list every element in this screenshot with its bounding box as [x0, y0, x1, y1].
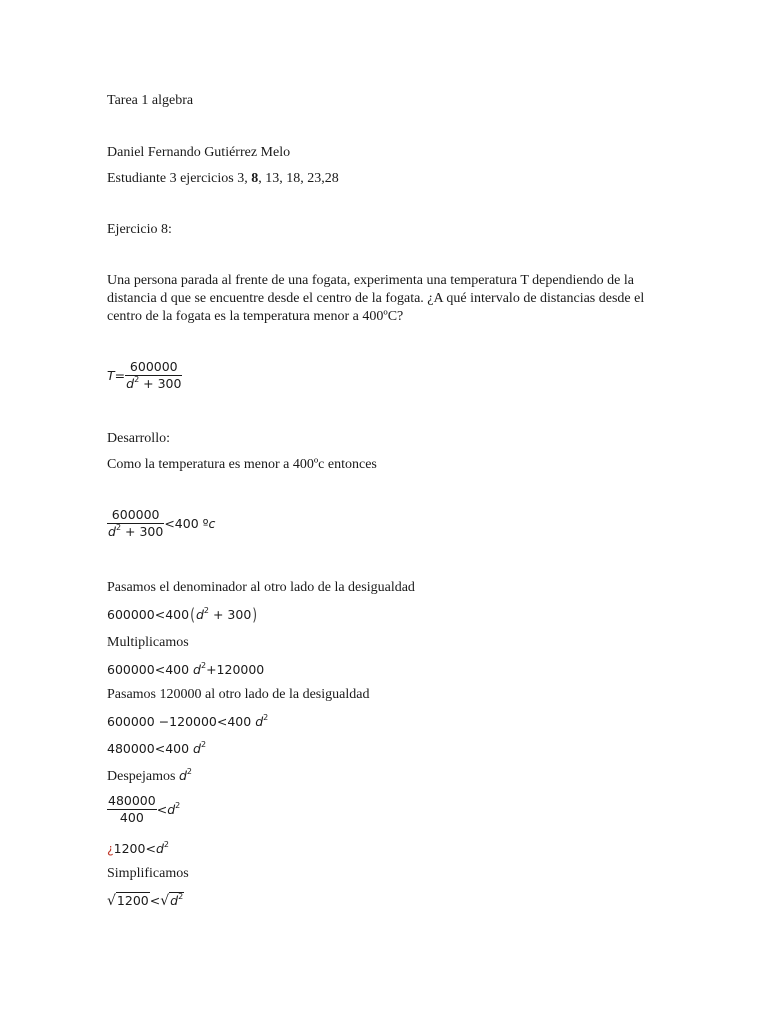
formula-lhs: T — [107, 367, 115, 383]
ineq1-den-var: d — [108, 524, 116, 539]
step2-math — [107, 661, 264, 679]
step4-exp: 2 — [200, 740, 207, 749]
student-line-prefix: Estudiante 3 ejercicios 3, — [107, 171, 252, 186]
formula-den-var: d — [126, 376, 135, 391]
step3-left: 600000 −120000<400 — [107, 714, 256, 729]
step1-var: d — [195, 607, 204, 622]
step5-text-line — [107, 767, 192, 786]
step2-left: 600000<400 — [107, 662, 194, 677]
sqrt-symbol-icon: √ — [107, 893, 116, 909]
step6-exp: 2 — [163, 840, 169, 849]
step1-left: 600000<400 — [107, 607, 190, 622]
formula-fraction — [125, 359, 182, 392]
step6-var: d — [155, 841, 164, 856]
step5-text: Despejamos — [107, 769, 179, 784]
step2-rest: +120000 — [206, 662, 265, 677]
step6-left: 1200< — [113, 841, 156, 856]
formula-numerator: 600000 — [125, 359, 182, 376]
author-name: Daniel Fernando Gutiérrez Melo — [107, 145, 291, 160]
step5-exp: 2 — [186, 767, 192, 776]
formula-den-exp: 2 — [134, 375, 140, 384]
step5-var: d — [178, 768, 187, 783]
step7-exp: 2 — [178, 892, 184, 901]
step7-lt: < — [149, 893, 161, 908]
step5-denominator: 400 — [119, 810, 144, 825]
exercise-heading: Ejercicio 8: — [107, 222, 172, 237]
step5-numerator: 480000 — [108, 793, 156, 808]
formula-den-rest: + 300 — [143, 376, 182, 391]
step7-var: d — [170, 893, 179, 908]
step4-var: d — [193, 741, 201, 756]
problem-statement: Una persona parada al frente de una fogata, experimenta una temperatura T dependiendo de la distancia d que se encuentre desde el centro de la fogata. ¿A qué intervalo de distancias desde el centro de la fogata es la temperatura menor a 400ºC? — [107, 273, 645, 324]
student-line — [107, 170, 339, 188]
step3-exp: 2 — [263, 713, 269, 722]
step3-math — [107, 713, 268, 731]
sqrt-right-radicand — [169, 892, 184, 908]
student-line-suffix: , 13, 18, 23,28 — [258, 171, 339, 186]
ineq1-den-rest: + 300 — [125, 524, 164, 539]
formula-denominator — [125, 376, 182, 392]
formula-equals: = — [114, 367, 126, 383]
ineq1-den-exp: 2 — [115, 523, 122, 532]
step2-var: d — [193, 662, 201, 677]
step1-open-paren: ( — [190, 604, 195, 625]
step7-text: Simplificamos — [107, 866, 189, 881]
step5-frac-var: d — [167, 801, 176, 817]
step5-rhs: < — [156, 801, 168, 817]
step6-math — [107, 840, 169, 858]
step1-text: Pasamos el denominador al otro lado de la desigualdad — [107, 580, 415, 595]
step2-exp: 2 — [200, 661, 207, 670]
step4-left: 480000<400 — [107, 741, 194, 756]
sqrt-right — [160, 892, 184, 910]
step5-fraction — [107, 793, 157, 826]
step5-frac-exp: 2 — [175, 800, 181, 810]
temperature-formula — [107, 359, 182, 392]
step6-mark: ¿ — [107, 841, 114, 856]
sqrt-symbol-icon: √ — [160, 893, 170, 909]
step1-close-paren: ) — [252, 604, 258, 625]
sqrt-left-radicand: 1200 — [116, 893, 149, 908]
step1-math — [107, 606, 258, 624]
step5-math — [107, 793, 180, 826]
development-label: Desarrollo: — [107, 431, 170, 446]
ineq1-denominator — [107, 524, 164, 540]
ineq1-rhs: <400 º — [164, 515, 209, 531]
document-title: Tarea 1 algebra — [107, 93, 194, 108]
step1-rest: + 300 — [212, 607, 252, 622]
ineq1-numerator: 600000 — [107, 507, 164, 524]
step1-exp: 2 — [203, 606, 209, 615]
step4-math — [107, 740, 206, 758]
step3-text: Pasamos 120000 al otro lado de la desigualdad — [107, 687, 370, 702]
development-text: Como la temperatura es menor a 400ºc entonces — [107, 457, 377, 472]
student-line-bold-number: 8 — [251, 171, 259, 186]
ineq1-rhs-var: c — [208, 515, 216, 531]
inequality-1 — [107, 507, 215, 540]
step2-text: Multiplicamos — [107, 635, 189, 650]
sqrt-left — [107, 892, 150, 910]
step7-math — [107, 892, 184, 910]
step3-var: d — [255, 714, 264, 729]
ineq1-fraction — [107, 507, 164, 540]
